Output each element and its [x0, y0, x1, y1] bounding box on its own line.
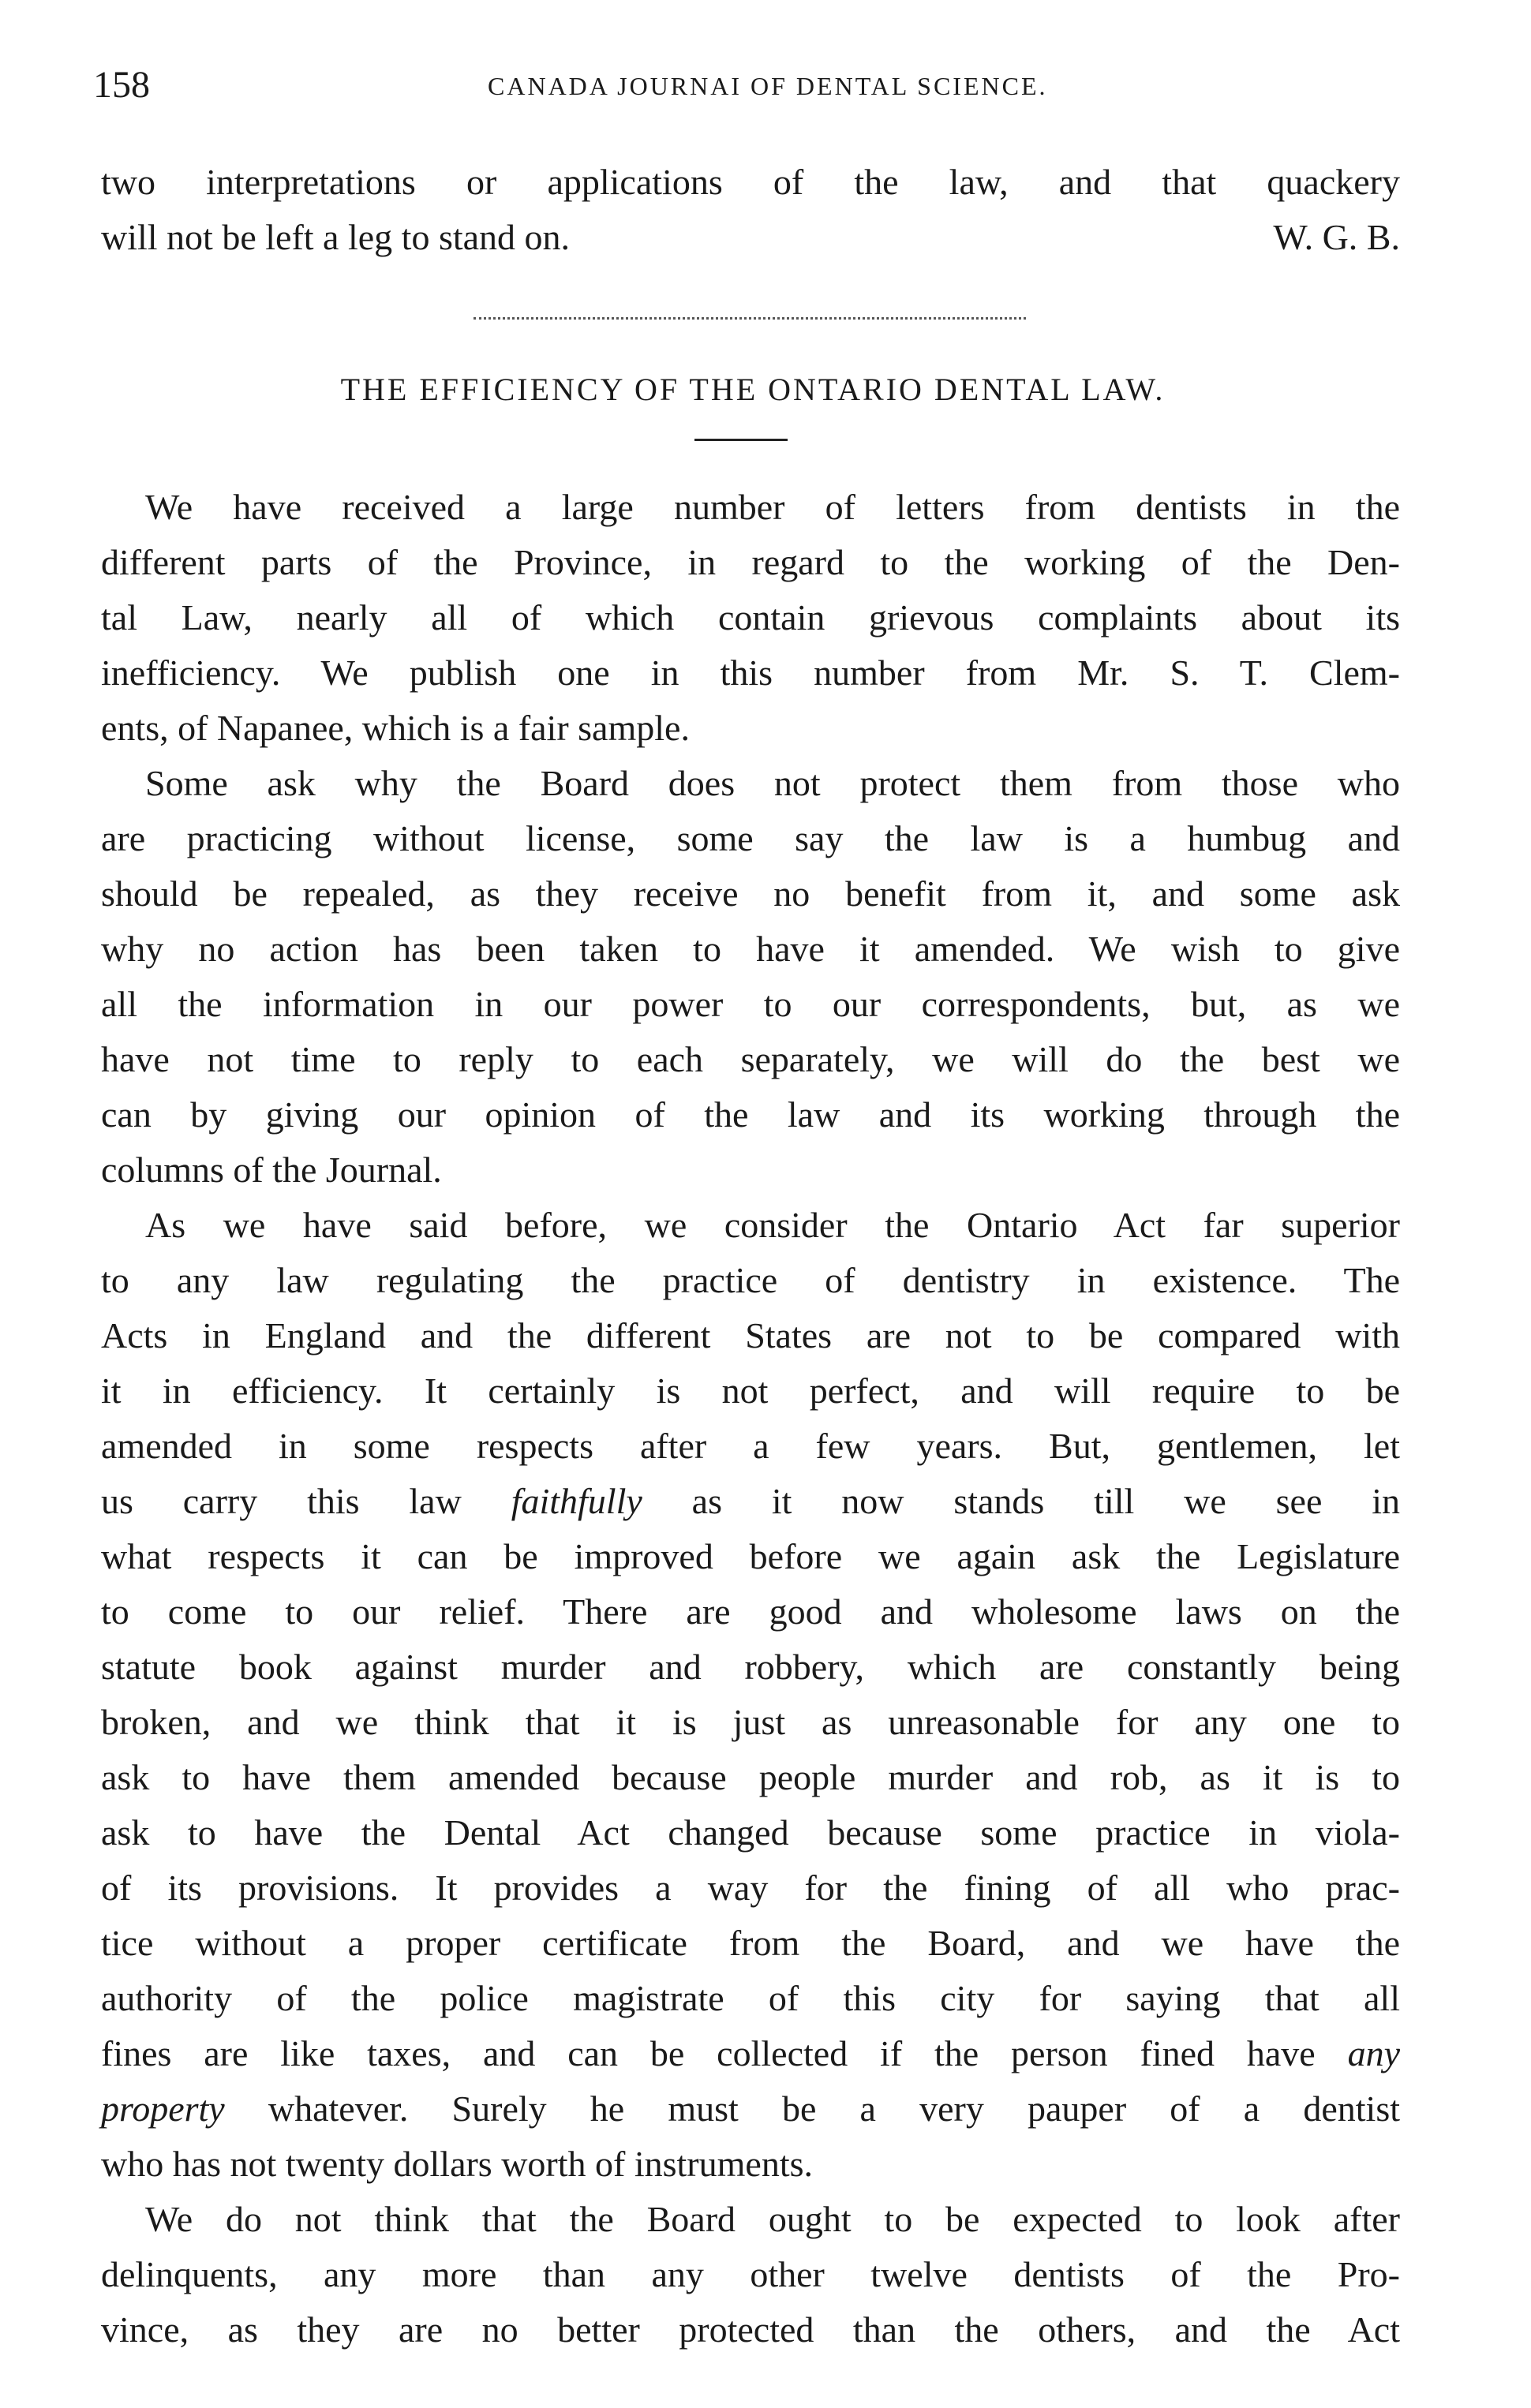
- body-line: why no action has been taken to have it amended. We wish to give: [101, 929, 1400, 969]
- body-line: authority of the police magistrate of this city for saying that all: [101, 1978, 1400, 2018]
- body-line: Acts in England and the different States are not to be compared with: [101, 1315, 1400, 1355]
- title-rule: [694, 439, 788, 441]
- body-line: We have received a large number of letters from dentists in the: [145, 487, 1400, 527]
- body-line: tal Law, nearly all of which contain grievous complaints about its: [101, 597, 1400, 638]
- body-line: As we have said before, we consider the Ontario Act far superior: [145, 1205, 1400, 1245]
- body-line: are practicing without license, some say the law is a humbug and: [101, 818, 1400, 858]
- body-line: vince, as they are no better protected than the others, and the Act: [101, 2309, 1400, 2350]
- body-line: should be repealed, as they receive no benefit from it, and some ask: [101, 873, 1400, 914]
- journal-title: CANADA JOURNAI OF DENTAL SCIENCE.: [488, 72, 1048, 100]
- body-text: fines are like taxes, and can be collected if the person fined have: [101, 2033, 1316, 2073]
- body-line: different parts of the Province, in regard to the working of the Den-: [101, 542, 1400, 582]
- italic-emphasis: property: [101, 2088, 225, 2129]
- body-line: tice without a proper certificate from the Board, and we have the: [101, 1923, 1400, 1963]
- article-title: THE EFFICIENCY OF THE ONTARIO DENTAL LAW.: [340, 372, 1166, 407]
- page-number: 158: [93, 64, 150, 106]
- body-line: delinquents, any more than any other twelve dentists of the Pro-: [101, 2254, 1400, 2294]
- italic-emphasis: faithfully: [511, 1481, 642, 1521]
- body-line: to come to our relief. There are good and wholesome laws on the: [101, 1591, 1400, 1632]
- body-text: whatever. Surely he must be a very pauper of a dentist: [268, 2088, 1401, 2129]
- body-line: can by giving our opinion of the law and its working through the: [101, 1094, 1400, 1135]
- section-separator: [474, 317, 1026, 323]
- body-line: amended in some respects after a few years. But, gentlemen, let: [101, 1426, 1400, 1466]
- italic-emphasis: any: [1347, 2033, 1400, 2073]
- intro-line-text: will not be left a leg to stand on.: [101, 217, 571, 257]
- body-text: as it now stands till we see in: [691, 1481, 1401, 1521]
- body-line: to any law regulating the practice of dentistry in existence. The: [101, 1260, 1400, 1300]
- body-line: [101, 1474, 1400, 1529]
- body-line: ents, of Napanee, which is a fair sample.: [101, 708, 690, 748]
- running-head: [93, 62, 1397, 109]
- body-line: what respects it can be improved before we again ask the Legislature: [101, 1536, 1400, 1576]
- body-line: broken, and we think that it is just as unreasonable for any one to: [101, 1702, 1400, 1742]
- body-line: Some ask why the Board does not protect them from those who: [145, 763, 1400, 803]
- body-text: us carry this law: [101, 1481, 462, 1521]
- body-line: have not time to reply to each separately, we will do the best we: [101, 1039, 1400, 1079]
- body-line: ask to have the Dental Act changed because some practice in viola-: [101, 1812, 1400, 1853]
- body-line: We do not think that the Board ought to be expected to look after: [145, 2199, 1400, 2239]
- body-line: columns of the Journal.: [101, 1150, 442, 1190]
- body-line: ask to have them amended because people murder and rob, as it is to: [101, 1757, 1400, 1797]
- body-line: [101, 2026, 1400, 2081]
- body-line: of its provisions. It provides a way for the fining of all who prac-: [101, 1868, 1400, 1908]
- intro-line: two interpretations or applications of the law, and that quackery: [101, 162, 1400, 202]
- body-line: all the information in our power to our correspondents, but, as we: [101, 984, 1400, 1024]
- body-line: it in efficiency. It certainly is not perfect, and will require to be: [101, 1370, 1400, 1411]
- intro-line-with-signature: [101, 210, 1400, 265]
- body-line: who has not twenty dollars worth of instruments.: [101, 2144, 814, 2184]
- author-signature: W. G. B.: [1273, 217, 1400, 257]
- body-line: [101, 2081, 1400, 2137]
- body-line: inefficiency. We publish one in this number from Mr. S. T. Clem-: [101, 652, 1400, 693]
- body-line: statute book against murder and robbery, which are constantly being: [101, 1647, 1400, 1687]
